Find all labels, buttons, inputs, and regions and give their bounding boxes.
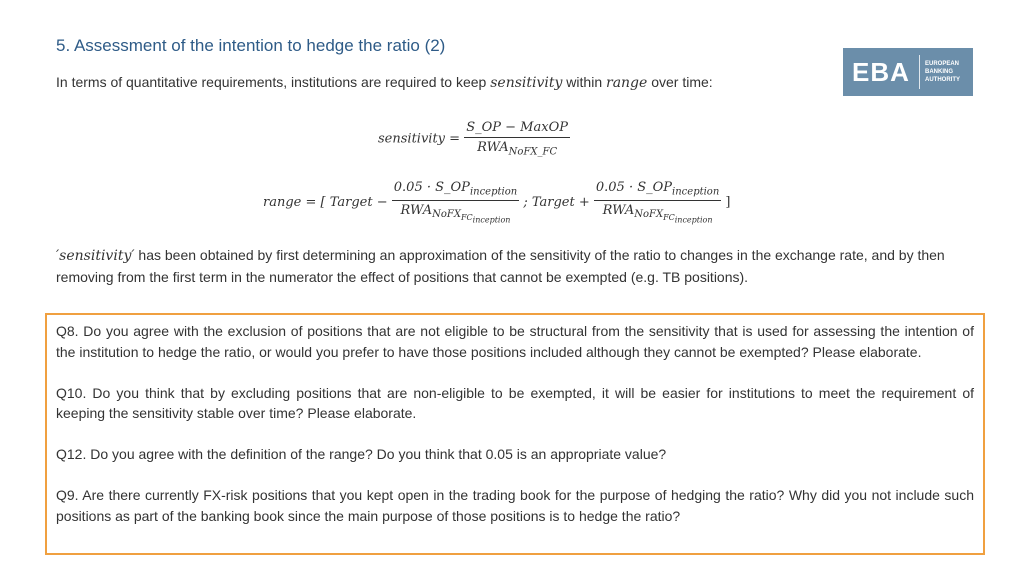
intro-term-sensitivity: sensitivity [490, 75, 563, 91]
logo-divider [919, 55, 920, 89]
range-lower-denominator: $RWA_{NoFX_{FC_{inception}}}$ [400, 202, 511, 225]
range-fraction-upper [594, 180, 721, 225]
explanation-paragraph [56, 245, 976, 288]
intro-after: over time: [647, 74, 713, 90]
explanation-text: has been obtained by first determining an approximation of the sensitivity of the ratio to changes in the exchange rate, and by then removing from the first term in the numerator the effect of positions that cannot be exempted (e.g. TB positions). [56, 247, 945, 285]
sensitivity-denominator: $RWA_{NoFX\_FC}$ [477, 140, 558, 158]
range-upper-numerator: $0.05 \cdot S\_OP_{inception}$ [594, 180, 721, 201]
question-q8: Q8. Do you agree with the exclusion of positions that are not eligible to be structural from the sensitivity that is used for assessing the intention of the institution to hedge the ratio, or would you prefer to have those positions included although they cannot be exempted? Please elaborate. [56, 323, 974, 360]
intro-term-range: range [606, 75, 648, 91]
question-q10: Q10. Do you think that by excluding positions that are non-eligible to be exempted, it will be easier for institutions to meet the requirement of keeping the sensitivity stable over time? Please elaborate. [56, 384, 974, 421]
question-q9: Q9. Are there currently FX-risk positions that you kept open in the trading book for the purpose of hedging the ratio? Why did you not include such positions as part of the banking book since the main purpose of those positions is to hedge the ratio? [56, 487, 974, 524]
range-separator: ; Target + [523, 194, 590, 210]
logo-mark: EBA [852, 56, 910, 87]
intro-before: In terms of quantitative requirements, institutions are required to keep [56, 74, 491, 90]
logo-text [925, 60, 960, 84]
sensitivity-numerator: S_OP − MaxOP [464, 120, 570, 138]
range-lower-numerator: $0.05 \cdot S\_OP_{inception}$ [392, 180, 519, 201]
range-close: ] [725, 194, 731, 210]
sensitivity-formula: sensitivity = $\frac{\text{S\_OP − MaxOP}}{RWA_{NoFX\_FC}}$ [378, 120, 568, 158]
explanation-term: ′sensitivity′ [56, 248, 135, 264]
range-fraction-lower [392, 180, 519, 225]
intro-text [56, 74, 713, 91]
sensitivity-lhs: sensitivity [378, 131, 446, 147]
range-open: [ Target − [320, 194, 388, 210]
logo-line-3: AUTHORITY [925, 77, 960, 83]
intro-middle: within [562, 74, 606, 90]
eba-logo [843, 48, 973, 96]
sensitivity-fraction [464, 120, 570, 158]
logo-line-2: BANKING [925, 69, 953, 75]
logo-line-1: EUROPEAN [925, 61, 960, 67]
page-title: 5. Assessment of the intention to hedge the ratio (2) [56, 36, 446, 55]
range-lhs: range [263, 194, 302, 210]
question-q12: Q12. Do you agree with the definition of the range? Do you think that 0.05 is an appropriate value? [56, 446, 667, 462]
range-upper-denominator: $RWA_{NoFX_{FC_{inception}}}$ [602, 202, 713, 225]
questions-box [45, 313, 985, 555]
range-formula: range = [ Target − $\frac{0.05 \cdot S\_OP_{inception}}{RWA_{NoFX_{FC_{inception}}}}$ ; Target + $\frac{0.05 \cdot S\_OP_{inception}}{RWA_{NoFX_{FC_{inception}}}}$ ] [263, 180, 731, 225]
